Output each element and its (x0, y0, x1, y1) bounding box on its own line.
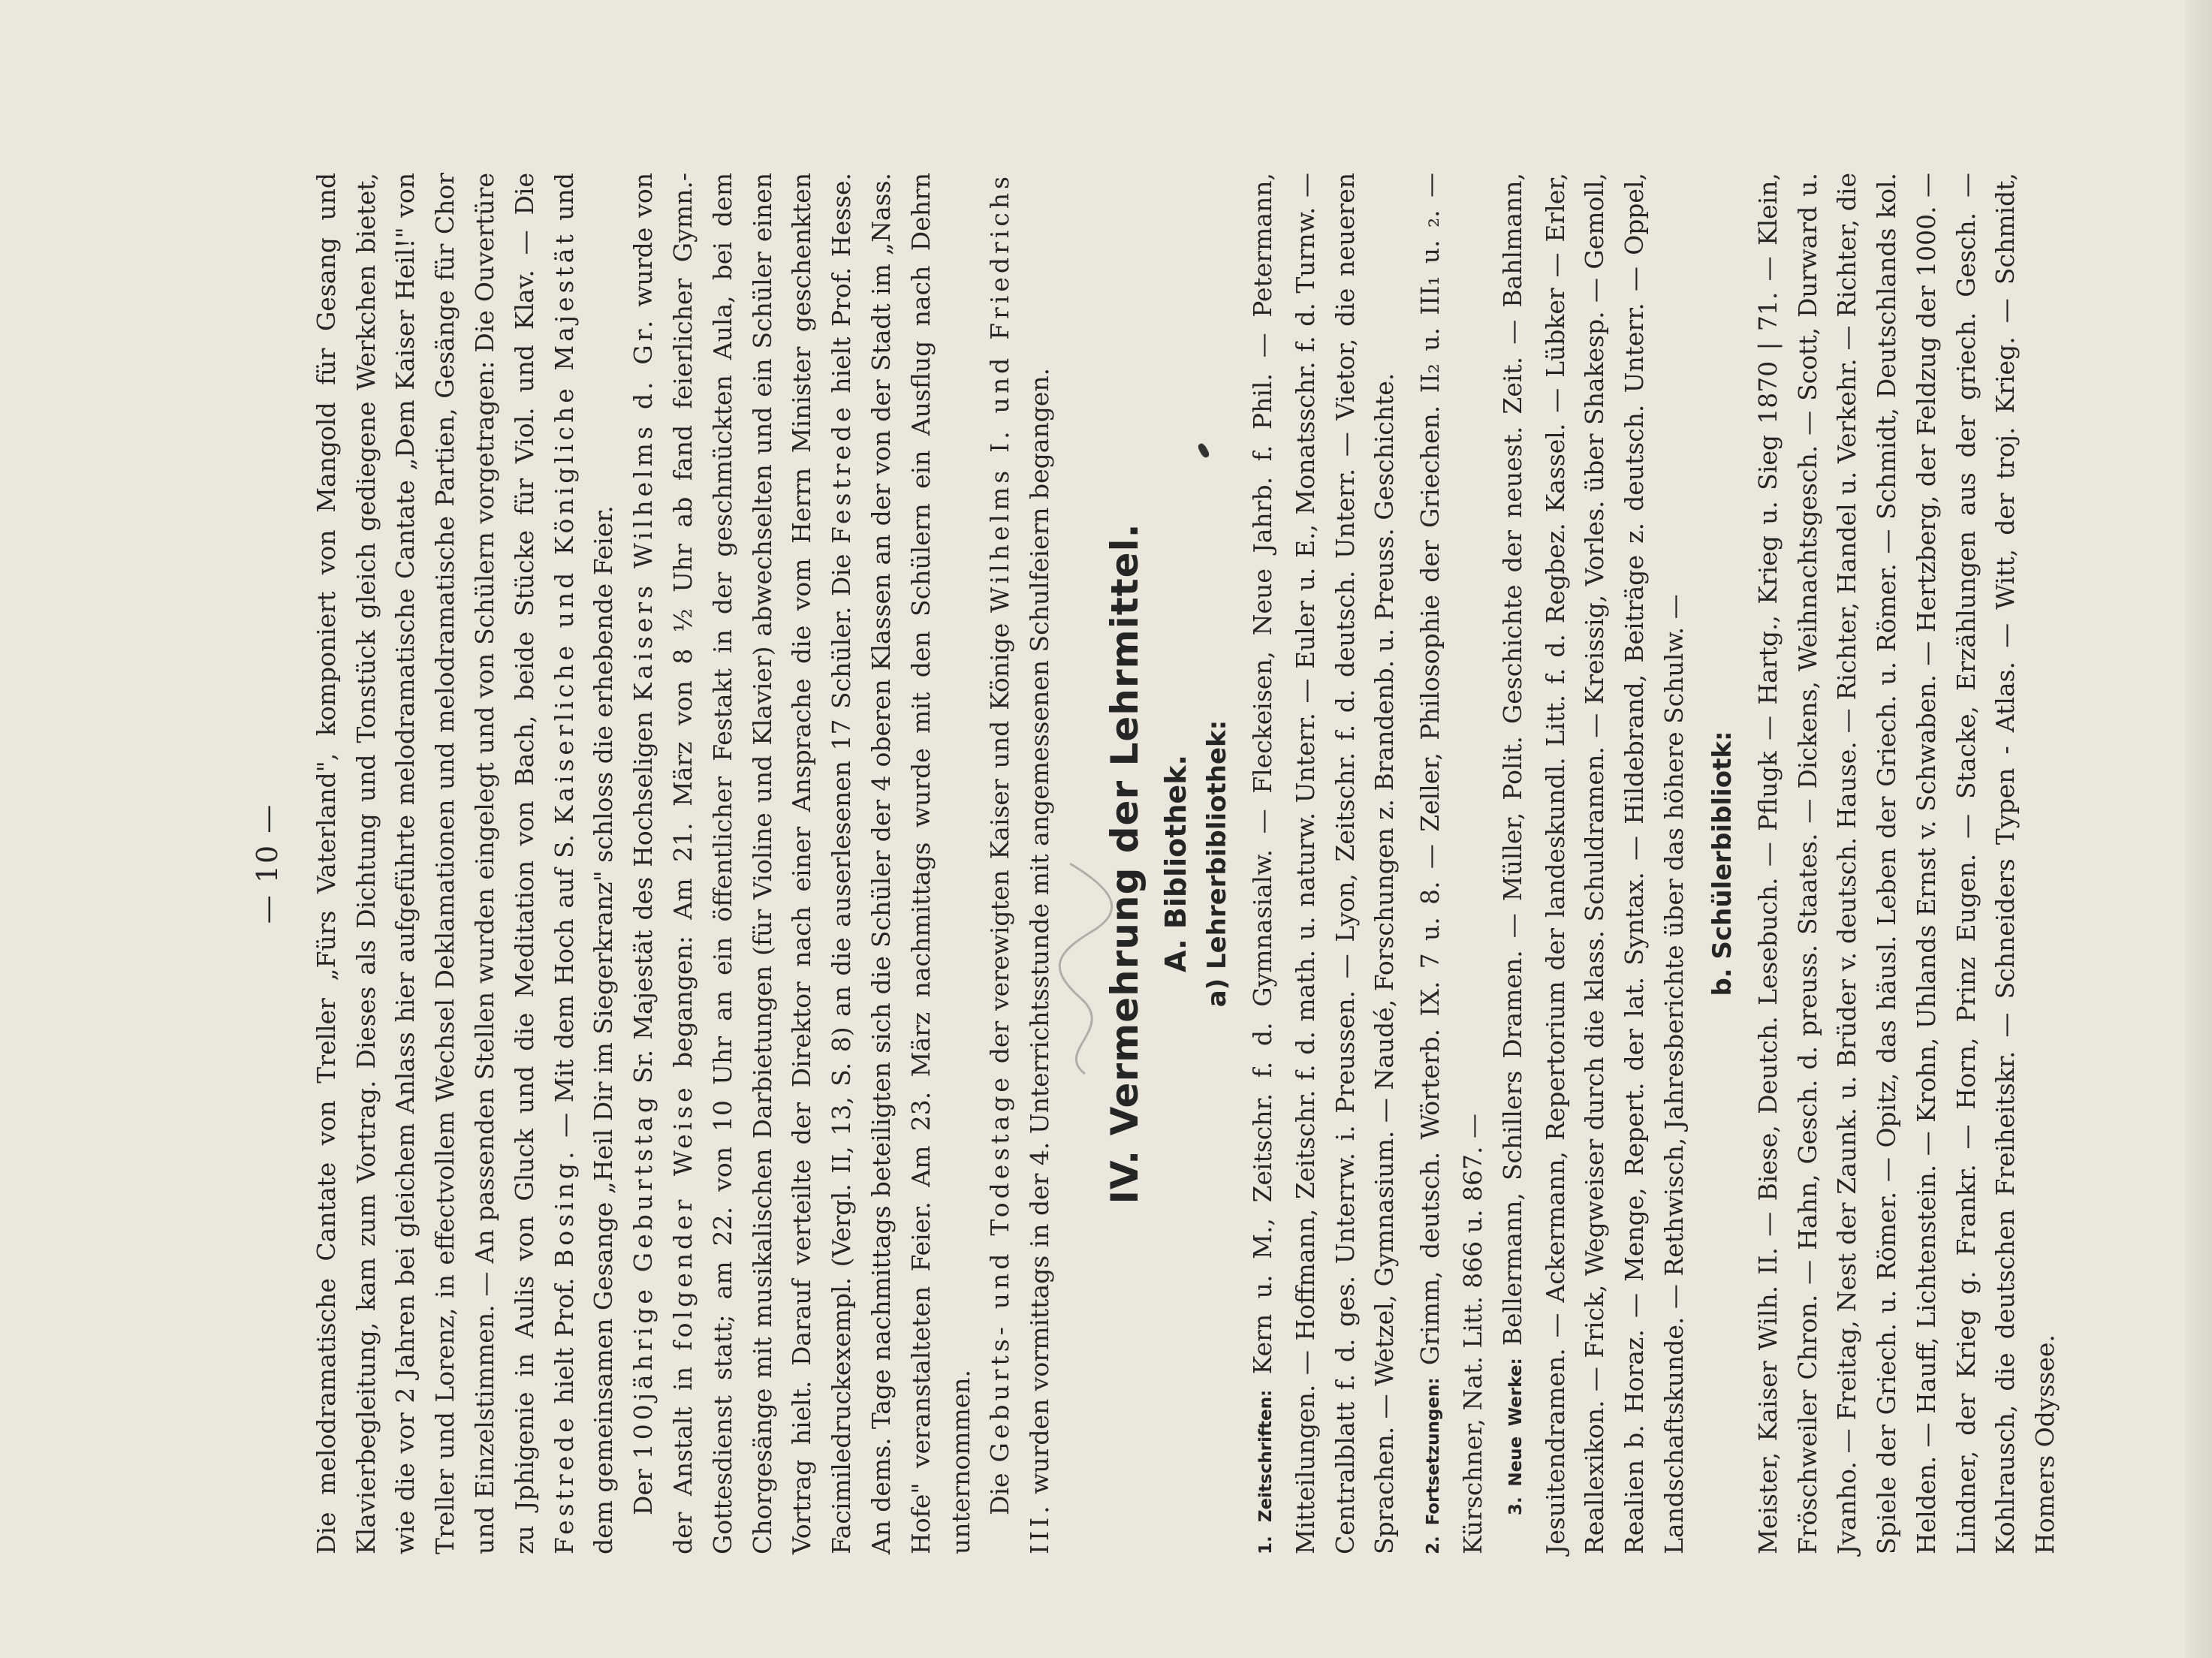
paragraph-cantate (307, 173, 624, 1554)
entry-label: 2. Fortsetzungen: (1424, 1377, 1444, 1554)
text-run: Sr. Majestät des Hochseligen (628, 711, 658, 1084)
spaced-text: 100jährige Geburtstag (628, 1093, 658, 1460)
spaced-text: folgender Weise (668, 1084, 698, 1351)
text-run: und dem gemeinsamen Gesange „Heil Dir im Siegerkranz" schloss die erhebende Feier. (549, 173, 619, 1554)
section-heading: IV. Vermehrung der Lehrmittel. (1102, 523, 1147, 1204)
spaced-text: Festrede (549, 1414, 579, 1554)
page-number: — 10 — (251, 803, 284, 924)
entry-label: 1. Zeitschriften: (1255, 1389, 1276, 1554)
entry-text: Grimm, deutsch. Wörterb. IX. 7 u. 8. — Zeller, Philosophie der Griechen. II₂ u. III₁ u. ₂. — Kürschner, Nat. Litt. 866 u. 867. — (1415, 173, 1487, 1554)
spaced-text: Bosing. (549, 1147, 579, 1268)
page-content-rotated (248, 173, 2095, 1554)
spaced-text: Wilhelms I. und Friedrichs III. (985, 173, 1055, 1554)
text-run: der verewigten Kaiser und Könige (985, 623, 1015, 1064)
spaced-text: Geburts- und Todestage (985, 1074, 1015, 1463)
spaced-text: Kaiserliche und Königliche Majestät (549, 231, 579, 824)
subsection-heading-bibliothek: A. Bibliothek. (1159, 755, 1192, 972)
entry-schuelerbibliothek: Meister, Kaiser Wilh. II. — Biese, Deutch. Lesebuch. — Pflugk — Hartg., Krieg u. Sieg 1870 | 71. — Klein, Fröschweiler Chron. — Hahn, Gesch. d. preuss. Staates. — Dickens, Weihnachtsgesch. — Scott, Durward u. Jvanho. — Freitag, Nest der Zaunk. u. Brüder v. deutsch. Hause. — Richter, Handel u. Verkehr. — Richter, die Spiele der Griech. u. Römer. — Opitz, das häusl. Leben der Griech. u. Römer. — Schmidt, Deutschlands kol. Helden. — Hauff, Lichtenstein. — Krohn, Uhlands Ernst v. Schwaben. — Hertzberg, der Feldzug der 1000. — Lindner, der Krieg g. Frankr. — Horn, Prinz Eugen. — Stacke, Erzählungen aus der griech. Gesch. — Kohlrausch, die deutschen Freiheitskr. — Schneiders Typen - Atlas. — Witt, der troj. Krieg. — Schmidt, Homers Odyssee. (1752, 173, 2060, 1554)
text-run: begangen: Am 21. März von 8 ½ Uhr ab fand feierlicher Gymn.-Gottesdienst statt; am 22. von 10 Uhr an ein öffentlicher Festakt in der geschmückten Aula, bei dem Chorgesänge mit musikalischen Darbietungen (für Violine und Klavier) abwechselten und ein Schüler einen Vortrag hielt. Darauf verteilte der Direktor nach einer Ansprache die vom Herrn Minister geschenkten Facimiledruckexempl. (Vergl. II, 13, S. 8) an die auserlesenen 17 Schüler. Die (668, 173, 857, 1554)
spaced-text: Kaisers Wilhelms d. Gr. (628, 316, 658, 702)
text-run: Der (628, 1469, 658, 1515)
entry-label: 3. Neue Werke: (1505, 1358, 1526, 1515)
text-run: wurde von der Anstalt in (628, 173, 698, 1554)
entry-fortsetzungen (1411, 173, 1493, 1554)
entry-text: Bellermann, Schillers Dramen. — Müller, Polit. Geschichte der neuest. Zeit. — Bahlmann, Jesuitendramen. — Ackermann, Repertorium der landeskundl. Litt. f. d. Regbez. Kassel. — Lübker — Erler, Reallexikon. — Frick, Wegweiser durch die klass. Schuldramen. — Kreissig, Vorles. über Shakesp. — Gemoll, Realien b. Horaz. — Menge, Repert. der lat. Syntax. — Hildebrand, Beiträge z. deutsch. Unterr. — Oppel, Landschaftskunde. — Rethwisch, Jahresberichte über das höhere Schulw. — (1497, 173, 1689, 1554)
paragraph-geburtstag (624, 173, 981, 1554)
text-run: Die (985, 1473, 1015, 1515)
scan-edge-shadow (2185, 0, 2212, 1658)
entry-zeitschriften (1243, 173, 1405, 1554)
text-run: hielt Prof. (549, 1277, 579, 1404)
text-run: wurden vormittags in der 4. Unterrichtsstunde mit angemessenen Schulfeiern begangen. (1025, 367, 1055, 1494)
subsection-heading-lehrerbibliothek: a) Lehrerbibliothek: (1201, 719, 1232, 1008)
text-run: — Mit dem Hoch auf S. (549, 834, 579, 1138)
entry-neue-werke (1493, 173, 1695, 1554)
entry-text: Kern u. M., Zeitschr. f. d. Gymnasialw. — Fleckeisen, Neue Jahrb. f. Phil. — Petermann, Mitteilungen. — Hoffmann, Zeitschr. f. d. math. u. naturw. Unterr. — Euler u. E., Monatsschr. f. d. Turnw. — Centralblatt f. d. ges. Unterrw. i. Preussen. — Lyon, Zeitschr. f. d. deutsch. Unterr. — Vietor, die neueren Sprachen. — Wetzel, Gymnasium. — Naudé, Forschungen z. Brandenb. u. Preuss. Geschichte. (1247, 173, 1400, 1554)
pencil-scribble-mark (1040, 856, 1130, 1081)
text-run: Die melodramatische Cantate von Treller „Fürs Vaterland", komponiert von Mangold für Gesang und Klavierbegleitung, kam zum Vortrag. Dieses als Dichtung und Tonstück gleich gediegene Werkchen bietet, wie die vor 2 Jahren bei gleichem Anlass hier aufgeführte melodramatische Cantate „Dem Kaiser Heil!" von Treller und Lorenz, in effectvollem Wechsel Deklamationen und melodramatische Partien, Gesänge für Chor und Einzelstimmen. — An passenden Stellen wurden eingelegt und von Schülern vorgetragen: Die Ouvertüre zu Jphigenie in Aulis von Gluck und die Meditation von Bach, beide Stücke für Viol. und Klav. — Die (311, 173, 539, 1554)
spaced-text: Festrede (827, 403, 857, 544)
text-run: hielt Prof. Hesse. An dems. Tage nachmittags beteiligten sich die Schüler der 4 oberen Klassen an der von der Stadt im „Nass. Hofe" veranstalteten Feier. Am 23. März nachmittags wurde mit den Schülern ein Ausflug nach Dehrn unternommen. (827, 173, 975, 1554)
subsection-heading-schuelerbibliothek: b. Schülerbibliotk: (1707, 731, 1737, 996)
